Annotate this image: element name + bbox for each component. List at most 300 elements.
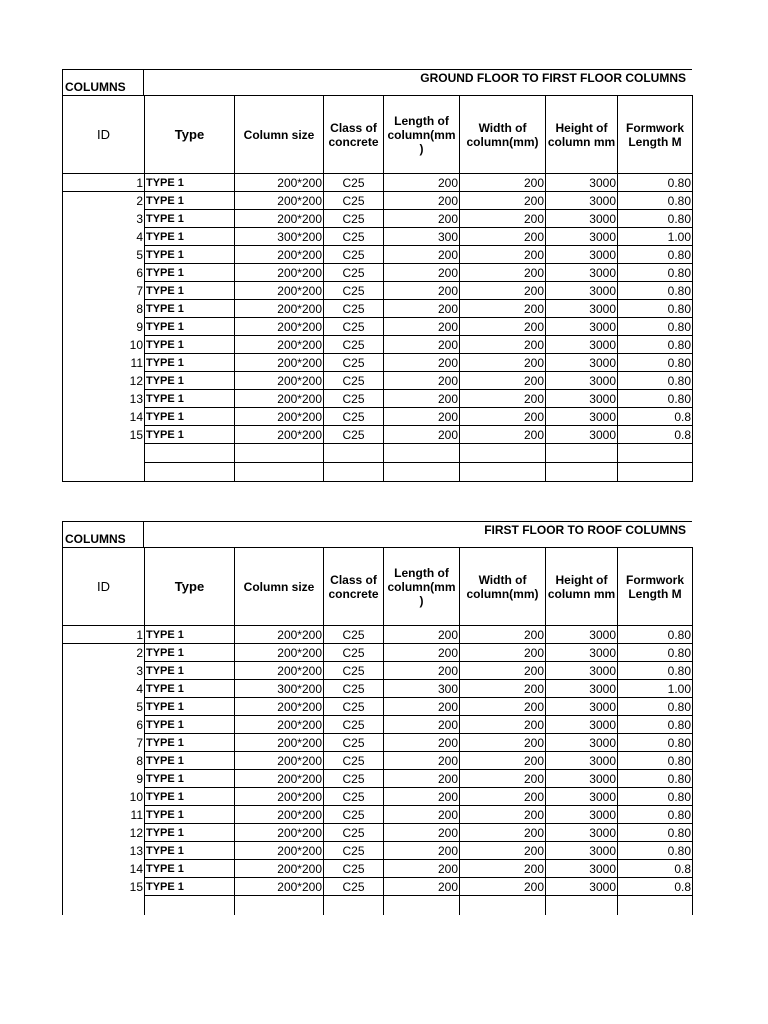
cell-type: TYPE 1 bbox=[145, 336, 235, 354]
cell-width: 200 bbox=[460, 318, 546, 336]
cell-id: 8 bbox=[63, 300, 145, 318]
cell-class-of-concrete: C25 bbox=[324, 716, 384, 734]
cell-width: 200 bbox=[460, 408, 546, 426]
cell-id: 5 bbox=[63, 698, 145, 716]
cell-type: TYPE 1 bbox=[145, 626, 235, 644]
cell-formwork-length: 0.8 bbox=[618, 878, 693, 896]
section-title-cell bbox=[144, 69, 692, 95]
cell-column-size: 200*200 bbox=[235, 824, 324, 842]
cell-column-size: 200*200 bbox=[235, 698, 324, 716]
cell-height: 3000 bbox=[546, 318, 618, 336]
empty-cell bbox=[384, 444, 460, 463]
cell-column-size: 200*200 bbox=[235, 770, 324, 788]
table-row bbox=[63, 752, 693, 770]
cell-id: 13 bbox=[63, 842, 145, 860]
cell-type: TYPE 1 bbox=[145, 806, 235, 824]
cell-class-of-concrete: C25 bbox=[324, 300, 384, 318]
table-row bbox=[63, 716, 693, 734]
header-type: Type bbox=[145, 96, 235, 174]
cell-height: 3000 bbox=[546, 806, 618, 824]
cell-id: 4 bbox=[63, 680, 145, 698]
header-row bbox=[63, 548, 693, 626]
cell-height: 3000 bbox=[546, 264, 618, 282]
cell-height: 3000 bbox=[546, 174, 618, 192]
cell-formwork-length: 0.80 bbox=[618, 716, 693, 734]
cell-length: 200 bbox=[384, 662, 460, 680]
empty-cell bbox=[324, 444, 384, 463]
cell-column-size: 200*200 bbox=[235, 734, 324, 752]
cell-length: 200 bbox=[384, 842, 460, 860]
cell-length: 200 bbox=[384, 752, 460, 770]
cell-formwork-length: 0.80 bbox=[618, 336, 693, 354]
cell-length: 200 bbox=[384, 246, 460, 264]
cell-formwork-length: 0.80 bbox=[618, 246, 693, 264]
cell-length: 200 bbox=[384, 174, 460, 192]
cell-height: 3000 bbox=[546, 716, 618, 734]
cell-id: 6 bbox=[63, 264, 145, 282]
cell-width: 200 bbox=[460, 842, 546, 860]
cell-formwork-length: 0.80 bbox=[618, 770, 693, 788]
cell-column-size: 200*200 bbox=[235, 860, 324, 878]
cell-length: 300 bbox=[384, 680, 460, 698]
cell-id: 10 bbox=[63, 788, 145, 806]
cell-width: 200 bbox=[460, 860, 546, 878]
cell-width: 200 bbox=[460, 806, 546, 824]
cell-type: TYPE 1 bbox=[145, 174, 235, 192]
cell-column-size: 300*200 bbox=[235, 228, 324, 246]
table-row bbox=[63, 644, 693, 662]
cell-height: 3000 bbox=[546, 372, 618, 390]
cell-height: 3000 bbox=[546, 336, 618, 354]
header-class-of-concrete: Class of concrete bbox=[324, 96, 384, 174]
cell-width: 200 bbox=[460, 228, 546, 246]
cell-id: 6 bbox=[63, 716, 145, 734]
table-row bbox=[63, 336, 693, 354]
cell-column-size: 200*200 bbox=[235, 264, 324, 282]
cell-height: 3000 bbox=[546, 210, 618, 228]
cell-id: 3 bbox=[63, 662, 145, 680]
empty-cell bbox=[618, 463, 693, 482]
cell-id: 7 bbox=[63, 734, 145, 752]
table-row bbox=[63, 282, 693, 300]
section-title: GROUND FLOOR TO FIRST FLOOR COLUMNS bbox=[420, 71, 686, 85]
cell-height: 3000 bbox=[546, 282, 618, 300]
cell-height: 3000 bbox=[546, 824, 618, 842]
cell-id: 12 bbox=[63, 372, 145, 390]
cell-column-size: 200*200 bbox=[235, 246, 324, 264]
cell-length: 200 bbox=[384, 426, 460, 444]
cell-class-of-concrete: C25 bbox=[324, 354, 384, 372]
table-row bbox=[63, 300, 693, 318]
cell-column-size: 200*200 bbox=[235, 408, 324, 426]
table-row bbox=[63, 698, 693, 716]
section-title: FIRST FLOOR TO ROOF COLUMNS bbox=[484, 523, 686, 537]
cell-formwork-length: 0.80 bbox=[618, 210, 693, 228]
table-row bbox=[63, 426, 693, 444]
cell-type: TYPE 1 bbox=[145, 210, 235, 228]
cell-type: TYPE 1 bbox=[145, 246, 235, 264]
cell-id: 14 bbox=[63, 408, 145, 426]
cell-class-of-concrete: C25 bbox=[324, 644, 384, 662]
cell-height: 3000 bbox=[546, 426, 618, 444]
cell-class-of-concrete: C25 bbox=[324, 626, 384, 644]
cell-id: 15 bbox=[63, 878, 145, 896]
cell-length: 200 bbox=[384, 788, 460, 806]
cell-type: TYPE 1 bbox=[145, 426, 235, 444]
table-row bbox=[63, 860, 693, 878]
cell-id: 15 bbox=[63, 426, 145, 444]
blank-row bbox=[63, 896, 693, 915]
cell-height: 3000 bbox=[546, 354, 618, 372]
cell-formwork-length: 0.80 bbox=[618, 698, 693, 716]
cell-class-of-concrete: C25 bbox=[324, 318, 384, 336]
cell-length: 200 bbox=[384, 770, 460, 788]
cell-width: 200 bbox=[460, 878, 546, 896]
header-width-of-column: Width of column(mm) bbox=[460, 96, 546, 174]
cell-column-size: 300*200 bbox=[235, 680, 324, 698]
cell-length: 200 bbox=[384, 698, 460, 716]
cell-length: 200 bbox=[384, 192, 460, 210]
table-row bbox=[63, 770, 693, 788]
cell-width: 200 bbox=[460, 282, 546, 300]
cell-class-of-concrete: C25 bbox=[324, 842, 384, 860]
cell-length: 200 bbox=[384, 878, 460, 896]
cell-column-size: 200*200 bbox=[235, 806, 324, 824]
cell-formwork-length: 0.8 bbox=[618, 426, 693, 444]
columns-label-cell bbox=[62, 69, 144, 95]
cell-column-size: 200*200 bbox=[235, 300, 324, 318]
cell-type: TYPE 1 bbox=[145, 372, 235, 390]
cell-length: 200 bbox=[384, 372, 460, 390]
header-length-of-column: Length of column(mm ) bbox=[384, 548, 460, 626]
cell-type: TYPE 1 bbox=[145, 318, 235, 336]
header-width-of-column: Width of column(mm) bbox=[460, 548, 546, 626]
cell-type: TYPE 1 bbox=[145, 662, 235, 680]
cell-class-of-concrete: C25 bbox=[324, 752, 384, 770]
cell-class-of-concrete: C25 bbox=[324, 806, 384, 824]
cell-formwork-length: 0.8 bbox=[618, 860, 693, 878]
cell-type: TYPE 1 bbox=[145, 644, 235, 662]
cell-formwork-length: 0.80 bbox=[618, 390, 693, 408]
cell-type: TYPE 1 bbox=[145, 716, 235, 734]
header-class-of-concrete: Class of concrete bbox=[324, 548, 384, 626]
cell-type: TYPE 1 bbox=[145, 842, 235, 860]
cell-length: 200 bbox=[384, 408, 460, 426]
empty-cell bbox=[460, 444, 546, 463]
empty-cell bbox=[63, 463, 145, 482]
cell-formwork-length: 0.80 bbox=[618, 752, 693, 770]
empty-cell bbox=[460, 896, 546, 915]
cell-type: TYPE 1 bbox=[145, 264, 235, 282]
cell-column-size: 200*200 bbox=[235, 626, 324, 644]
cell-column-size: 200*200 bbox=[235, 390, 324, 408]
cell-column-size: 200*200 bbox=[235, 426, 324, 444]
cell-length: 200 bbox=[384, 336, 460, 354]
empty-cell bbox=[145, 463, 235, 482]
cell-id: 13 bbox=[63, 390, 145, 408]
cell-type: TYPE 1 bbox=[145, 878, 235, 896]
cell-formwork-length: 0.80 bbox=[618, 626, 693, 644]
cell-type: TYPE 1 bbox=[145, 354, 235, 372]
cell-height: 3000 bbox=[546, 752, 618, 770]
table-row bbox=[63, 390, 693, 408]
empty-cell bbox=[235, 896, 324, 915]
empty-cell bbox=[546, 463, 618, 482]
cell-class-of-concrete: C25 bbox=[324, 192, 384, 210]
cell-column-size: 200*200 bbox=[235, 192, 324, 210]
cell-class-of-concrete: C25 bbox=[324, 390, 384, 408]
cell-height: 3000 bbox=[546, 228, 618, 246]
cell-height: 3000 bbox=[546, 842, 618, 860]
header-height-of-column: Height of column mm bbox=[546, 96, 618, 174]
cell-column-size: 200*200 bbox=[235, 354, 324, 372]
cell-type: TYPE 1 bbox=[145, 390, 235, 408]
table-row bbox=[63, 662, 693, 680]
cell-width: 200 bbox=[460, 300, 546, 318]
cell-length: 200 bbox=[384, 824, 460, 842]
cell-width: 200 bbox=[460, 210, 546, 228]
cell-width: 200 bbox=[460, 354, 546, 372]
cell-type: TYPE 1 bbox=[145, 300, 235, 318]
cell-length: 200 bbox=[384, 210, 460, 228]
cell-width: 200 bbox=[460, 824, 546, 842]
table-row bbox=[63, 174, 693, 192]
cell-id: 12 bbox=[63, 824, 145, 842]
cell-type: TYPE 1 bbox=[145, 282, 235, 300]
cell-formwork-length: 1.00 bbox=[618, 680, 693, 698]
cell-id: 11 bbox=[63, 806, 145, 824]
columns-label-cell bbox=[62, 521, 144, 547]
table-row bbox=[63, 824, 693, 842]
cell-formwork-length: 0.80 bbox=[618, 372, 693, 390]
cell-type: TYPE 1 bbox=[145, 788, 235, 806]
blank-row bbox=[63, 463, 693, 482]
cell-width: 200 bbox=[460, 716, 546, 734]
empty-cell bbox=[546, 444, 618, 463]
cell-width: 200 bbox=[460, 734, 546, 752]
title-bar bbox=[62, 69, 692, 95]
cell-width: 200 bbox=[460, 644, 546, 662]
cell-width: 200 bbox=[460, 426, 546, 444]
empty-cell bbox=[63, 444, 145, 463]
cell-height: 3000 bbox=[546, 734, 618, 752]
cell-formwork-length: 0.80 bbox=[618, 842, 693, 860]
columns-schedule-table bbox=[62, 547, 693, 915]
cell-column-size: 200*200 bbox=[235, 788, 324, 806]
cell-height: 3000 bbox=[546, 680, 618, 698]
cell-formwork-length: 1.00 bbox=[618, 228, 693, 246]
cell-height: 3000 bbox=[546, 192, 618, 210]
cell-id: 1 bbox=[63, 626, 145, 644]
cell-class-of-concrete: C25 bbox=[324, 698, 384, 716]
cell-id: 3 bbox=[63, 210, 145, 228]
cell-class-of-concrete: C25 bbox=[324, 860, 384, 878]
cell-height: 3000 bbox=[546, 246, 618, 264]
cell-type: TYPE 1 bbox=[145, 860, 235, 878]
cell-type: TYPE 1 bbox=[145, 698, 235, 716]
table-row bbox=[63, 842, 693, 860]
empty-cell bbox=[618, 444, 693, 463]
cell-width: 200 bbox=[460, 174, 546, 192]
cell-id: 2 bbox=[63, 644, 145, 662]
cell-column-size: 200*200 bbox=[235, 336, 324, 354]
cell-id: 9 bbox=[63, 770, 145, 788]
cell-formwork-length: 0.80 bbox=[618, 318, 693, 336]
cell-class-of-concrete: C25 bbox=[324, 372, 384, 390]
cell-height: 3000 bbox=[546, 644, 618, 662]
cell-length: 200 bbox=[384, 264, 460, 282]
cell-class-of-concrete: C25 bbox=[324, 408, 384, 426]
cell-formwork-length: 0.80 bbox=[618, 644, 693, 662]
empty-cell bbox=[460, 463, 546, 482]
cell-formwork-length: 0.80 bbox=[618, 662, 693, 680]
table-row bbox=[63, 878, 693, 896]
cell-class-of-concrete: C25 bbox=[324, 174, 384, 192]
cell-length: 200 bbox=[384, 282, 460, 300]
cell-class-of-concrete: C25 bbox=[324, 246, 384, 264]
header-height-of-column: Height of column mm bbox=[546, 548, 618, 626]
header-id: ID bbox=[63, 96, 145, 174]
header-length-of-column: Length of column(mm ) bbox=[384, 96, 460, 174]
cell-formwork-length: 0.80 bbox=[618, 824, 693, 842]
table-row bbox=[63, 246, 693, 264]
cell-id: 11 bbox=[63, 354, 145, 372]
cell-id: 8 bbox=[63, 752, 145, 770]
cell-length: 200 bbox=[384, 354, 460, 372]
cell-height: 3000 bbox=[546, 626, 618, 644]
header-column-size: Column size bbox=[235, 548, 324, 626]
cell-length: 200 bbox=[384, 806, 460, 824]
cell-width: 200 bbox=[460, 264, 546, 282]
cell-formwork-length: 0.8 bbox=[618, 408, 693, 426]
cell-type: TYPE 1 bbox=[145, 752, 235, 770]
cell-length: 200 bbox=[384, 644, 460, 662]
cell-class-of-concrete: C25 bbox=[324, 824, 384, 842]
cell-height: 3000 bbox=[546, 300, 618, 318]
header-formwork-length: Formwork Length M bbox=[618, 96, 693, 174]
cell-width: 200 bbox=[460, 372, 546, 390]
header-row bbox=[63, 96, 693, 174]
cell-class-of-concrete: C25 bbox=[324, 680, 384, 698]
cell-width: 200 bbox=[460, 246, 546, 264]
cell-class-of-concrete: C25 bbox=[324, 426, 384, 444]
cell-formwork-length: 0.80 bbox=[618, 354, 693, 372]
header-type: Type bbox=[145, 548, 235, 626]
table-row bbox=[63, 372, 693, 390]
cell-column-size: 200*200 bbox=[235, 282, 324, 300]
cell-height: 3000 bbox=[546, 770, 618, 788]
cell-formwork-length: 0.80 bbox=[618, 192, 693, 210]
cell-class-of-concrete: C25 bbox=[324, 282, 384, 300]
cell-formwork-length: 0.80 bbox=[618, 174, 693, 192]
empty-cell bbox=[145, 444, 235, 463]
table-row bbox=[63, 626, 693, 644]
cell-length: 200 bbox=[384, 716, 460, 734]
empty-cell bbox=[145, 896, 235, 915]
section-title-cell bbox=[144, 521, 692, 547]
cell-class-of-concrete: C25 bbox=[324, 210, 384, 228]
empty-cell bbox=[618, 896, 693, 915]
cell-type: TYPE 1 bbox=[145, 734, 235, 752]
cell-length: 200 bbox=[384, 626, 460, 644]
cell-height: 3000 bbox=[546, 390, 618, 408]
cell-class-of-concrete: C25 bbox=[324, 336, 384, 354]
cell-width: 200 bbox=[460, 770, 546, 788]
cell-column-size: 200*200 bbox=[235, 174, 324, 192]
cell-id: 4 bbox=[63, 228, 145, 246]
cell-column-size: 200*200 bbox=[235, 716, 324, 734]
table-row bbox=[63, 192, 693, 210]
blank-row bbox=[63, 444, 693, 463]
cell-column-size: 200*200 bbox=[235, 210, 324, 228]
header-formwork-length: Formwork Length M bbox=[618, 548, 693, 626]
cell-id: 1 bbox=[63, 174, 145, 192]
table-row bbox=[63, 734, 693, 752]
cell-type: TYPE 1 bbox=[145, 770, 235, 788]
cell-width: 200 bbox=[460, 788, 546, 806]
cell-formwork-length: 0.80 bbox=[618, 734, 693, 752]
cell-class-of-concrete: C25 bbox=[324, 878, 384, 896]
cell-id: 10 bbox=[63, 336, 145, 354]
cell-width: 200 bbox=[460, 192, 546, 210]
cell-height: 3000 bbox=[546, 878, 618, 896]
cell-height: 3000 bbox=[546, 788, 618, 806]
table-row bbox=[63, 228, 693, 246]
cell-formwork-length: 0.80 bbox=[618, 264, 693, 282]
cell-class-of-concrete: C25 bbox=[324, 228, 384, 246]
cell-width: 200 bbox=[460, 626, 546, 644]
cell-length: 200 bbox=[384, 734, 460, 752]
cell-type: TYPE 1 bbox=[145, 228, 235, 246]
cell-length: 200 bbox=[384, 300, 460, 318]
table-row bbox=[63, 680, 693, 698]
cell-height: 3000 bbox=[546, 698, 618, 716]
table-row bbox=[63, 788, 693, 806]
table-row bbox=[63, 210, 693, 228]
empty-cell bbox=[63, 896, 145, 915]
cell-type: TYPE 1 bbox=[145, 408, 235, 426]
cell-length: 300 bbox=[384, 228, 460, 246]
cell-formwork-length: 0.80 bbox=[618, 300, 693, 318]
cell-formwork-length: 0.80 bbox=[618, 788, 693, 806]
cell-column-size: 200*200 bbox=[235, 878, 324, 896]
cell-height: 3000 bbox=[546, 408, 618, 426]
cell-width: 200 bbox=[460, 336, 546, 354]
columns-schedule-table bbox=[62, 95, 693, 482]
cell-type: TYPE 1 bbox=[145, 824, 235, 842]
cell-height: 3000 bbox=[546, 662, 618, 680]
columns-label: COLUMNS bbox=[65, 80, 126, 94]
cell-type: TYPE 1 bbox=[145, 192, 235, 210]
cell-id: 7 bbox=[63, 282, 145, 300]
cell-width: 200 bbox=[460, 698, 546, 716]
columns-label: COLUMNS bbox=[65, 532, 126, 546]
cell-class-of-concrete: C25 bbox=[324, 662, 384, 680]
first-to-roof-columns-table bbox=[62, 521, 692, 915]
empty-cell bbox=[235, 444, 324, 463]
cell-length: 200 bbox=[384, 860, 460, 878]
cell-type: TYPE 1 bbox=[145, 680, 235, 698]
cell-width: 200 bbox=[460, 662, 546, 680]
cell-column-size: 200*200 bbox=[235, 644, 324, 662]
cell-column-size: 200*200 bbox=[235, 842, 324, 860]
ground-to-first-columns-table bbox=[62, 69, 692, 482]
cell-formwork-length: 0.80 bbox=[618, 282, 693, 300]
cell-column-size: 200*200 bbox=[235, 662, 324, 680]
empty-cell bbox=[324, 463, 384, 482]
cell-class-of-concrete: C25 bbox=[324, 264, 384, 282]
header-id: ID bbox=[63, 548, 145, 626]
